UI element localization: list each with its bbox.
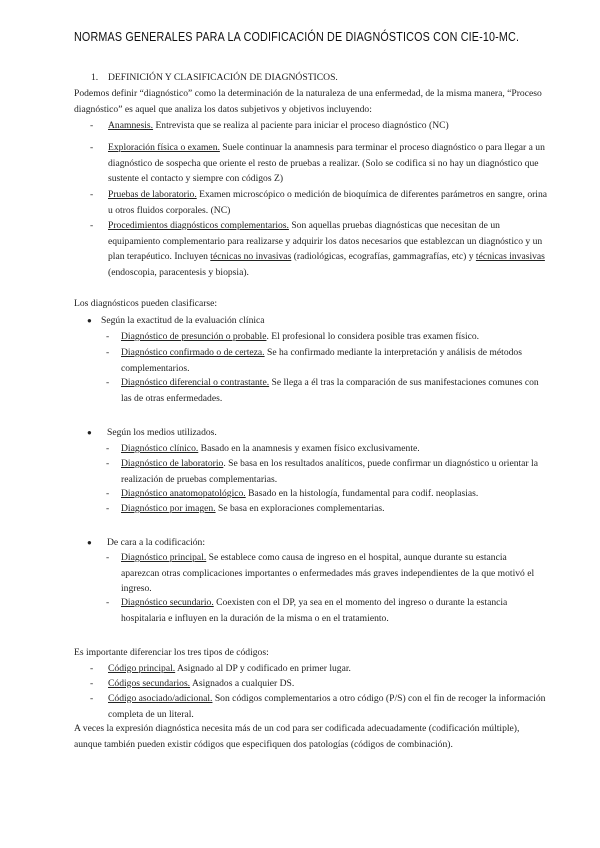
bullet-icon: ●	[87, 316, 92, 325]
term: Diagnóstico principal.	[121, 552, 207, 563]
desc: Basado en la histología, fundamental para codif. neoplasias.	[245, 488, 479, 499]
term: Diagnóstico clínico.	[121, 443, 199, 454]
term: técnicas invasivas	[475, 251, 545, 262]
desc: . Se basa en los resultados analíticos, puede confirmar un diagnóstico u orientar la realización de pruebas complementarias.	[121, 458, 538, 485]
bullet-icon: ●	[87, 428, 92, 437]
desc: Basado en la anamnesis y examen físico exclusivamente.	[198, 443, 420, 454]
term: Diagnóstico de presunción o probable	[121, 331, 267, 342]
dash-marker: -	[90, 189, 94, 200]
term: Diagnóstico anatomopatológico.	[121, 488, 246, 499]
dash-marker: -	[106, 331, 110, 342]
desc: (radiológicas, ecografías, gammagrafías, etc) y	[291, 251, 476, 262]
list-item	[121, 486, 541, 502]
list-item	[121, 345, 541, 376]
term: Diagnóstico de laboratorio	[121, 458, 224, 469]
term: Código principal.	[108, 663, 176, 674]
classify-intro: Los diagnósticos pueden clasificarse:	[74, 298, 218, 309]
desc: Se establece como causa de ingreso en el hospital, aunque durante su estancia aparezcan otras complicaciones importantes o enfermedades más graves independientes de la que motivó el ingreso.	[121, 552, 535, 594]
list-item-exploracion	[108, 140, 548, 187]
dash-marker: -	[90, 142, 94, 153]
closing-paragraph: A veces la expresión diagnóstica necesita más de un cod para ser codificada adecuadamente (codificación múltiple), aunque también pueden existir códigos que especifiquen dos patologías (códigos de combinación).	[74, 723, 520, 750]
desc: Examen microscópico o medición de bioquímica de diferentes parámetros en sangre, orina u otros fluidos corporales. (NC)	[108, 189, 548, 216]
dash-marker: -	[106, 597, 110, 608]
section-heading: DEFINICIÓN Y CLASIFICACIÓN DE DIAGNÓSTICOS.	[108, 72, 338, 83]
dash-marker: -	[106, 377, 110, 388]
term: Diagnóstico diferencial o contrastante.	[121, 377, 270, 388]
desc: Se basa en exploraciones complementarias.	[215, 503, 385, 514]
document-title: NORMAS GENERALES PARA LA CODIFICACIÓN DE DIAGNÓSTICOS CON CIE-10-MC.	[74, 30, 520, 44]
desc: . El profesional lo considera posible tras examen físico.	[266, 331, 480, 342]
term: Códigos secundarios.	[108, 678, 191, 689]
dash-marker: -	[90, 220, 94, 231]
group-label: Según la exactitud de la evaluación clínica	[101, 315, 265, 326]
list-item	[121, 550, 541, 597]
desc: Se ha confirmado mediante la interpretación y análisis de métodos complementarios.	[121, 347, 522, 374]
list-item	[121, 441, 541, 457]
group-label: De cara a la codificación:	[107, 537, 206, 548]
dash-marker: -	[90, 663, 94, 674]
dash-marker: -	[106, 458, 110, 469]
desc: Asignado al DP y codificado en primer lugar.	[175, 663, 351, 674]
term: Procedimientos diagnósticos complementarios.	[108, 220, 289, 231]
desc: Coexisten con el DP, ya sea en el momento del ingreso o durante la estancia hospitalaria e influyen en la duración de la misma o en el tratamiento.	[121, 597, 508, 624]
term: Diagnóstico confirmado o de certeza.	[121, 347, 265, 358]
desc: Entrevista que se realiza al paciente para iniciar el proceso diagnóstico (NC)	[153, 120, 449, 131]
term: Diagnóstico secundario.	[121, 597, 214, 608]
desc: Son códigos complementarios a otro código (P/S) con el fin de recoger la información completa de un literal.	[108, 693, 546, 720]
term: Diagnóstico por imagen.	[121, 503, 216, 514]
list-item	[121, 456, 541, 487]
dash-marker: -	[106, 488, 110, 499]
desc: Asignados a cualquier DS.	[190, 678, 295, 689]
desc: (endoscopia, paracentesis y biopsia).	[108, 266, 249, 278]
dash-marker: -	[106, 503, 110, 514]
desc: Se llega a él tras la comparación de sus manifestaciones comunes con las de otras enfermedades.	[121, 377, 539, 404]
intro-paragraph: Podemos definir “diagnóstico” como la determinación de la naturaleza de una enfermedad, de la misma manera, “Proceso diagnóstico” es aquel que analiza los datos subjetivos y objetivos incluyendo:	[74, 88, 542, 115]
dash-marker: -	[90, 120, 94, 131]
bullet-icon: ●	[87, 538, 92, 547]
desc: Suele continuar la anamnesis para terminar el proceso diagnóstico o para llegar a un diagnóstico de sospecha que oriente el resto de pruebas a realizar. (Solo se codifica si no hay un diagnóstico que sustente el contacto y siempre con códigos Z)	[108, 142, 545, 184]
dash-marker: -	[90, 693, 94, 704]
list-item	[108, 691, 548, 722]
dash-marker: -	[106, 347, 110, 358]
list-item	[108, 661, 548, 677]
term: Exploración física o examen.	[108, 142, 220, 153]
dash-marker: -	[106, 552, 110, 563]
group-label: Según los medios utilizados.	[107, 427, 217, 438]
list-item	[121, 501, 541, 517]
codes-intro: Es importante diferenciar los tres tipos de códigos:	[74, 647, 269, 658]
list-item	[121, 329, 541, 345]
dash-marker: -	[106, 443, 110, 454]
list-item-procedimientos	[108, 218, 548, 280]
section-number: 1.	[91, 72, 99, 83]
list-item	[108, 676, 548, 692]
term: técnicas no invasivas	[210, 251, 292, 262]
list-item-anamnesis	[108, 118, 548, 134]
list-item-laboratorio	[108, 187, 548, 218]
list-item	[121, 595, 541, 626]
term: Código asociado/adicional.	[108, 693, 213, 704]
list-item	[121, 375, 541, 406]
dash-marker: -	[90, 678, 94, 689]
desc: Son aquellas pruebas diagnósticas que necesitan de un equipamiento complementario para realizarse y adquirir los datos necesarios que establezcan un diagnóstico y un plan terapéutico. Incluyen	[108, 220, 543, 262]
term: Anamnesis.	[108, 120, 154, 131]
term: Pruebas de laboratorio.	[108, 189, 197, 200]
